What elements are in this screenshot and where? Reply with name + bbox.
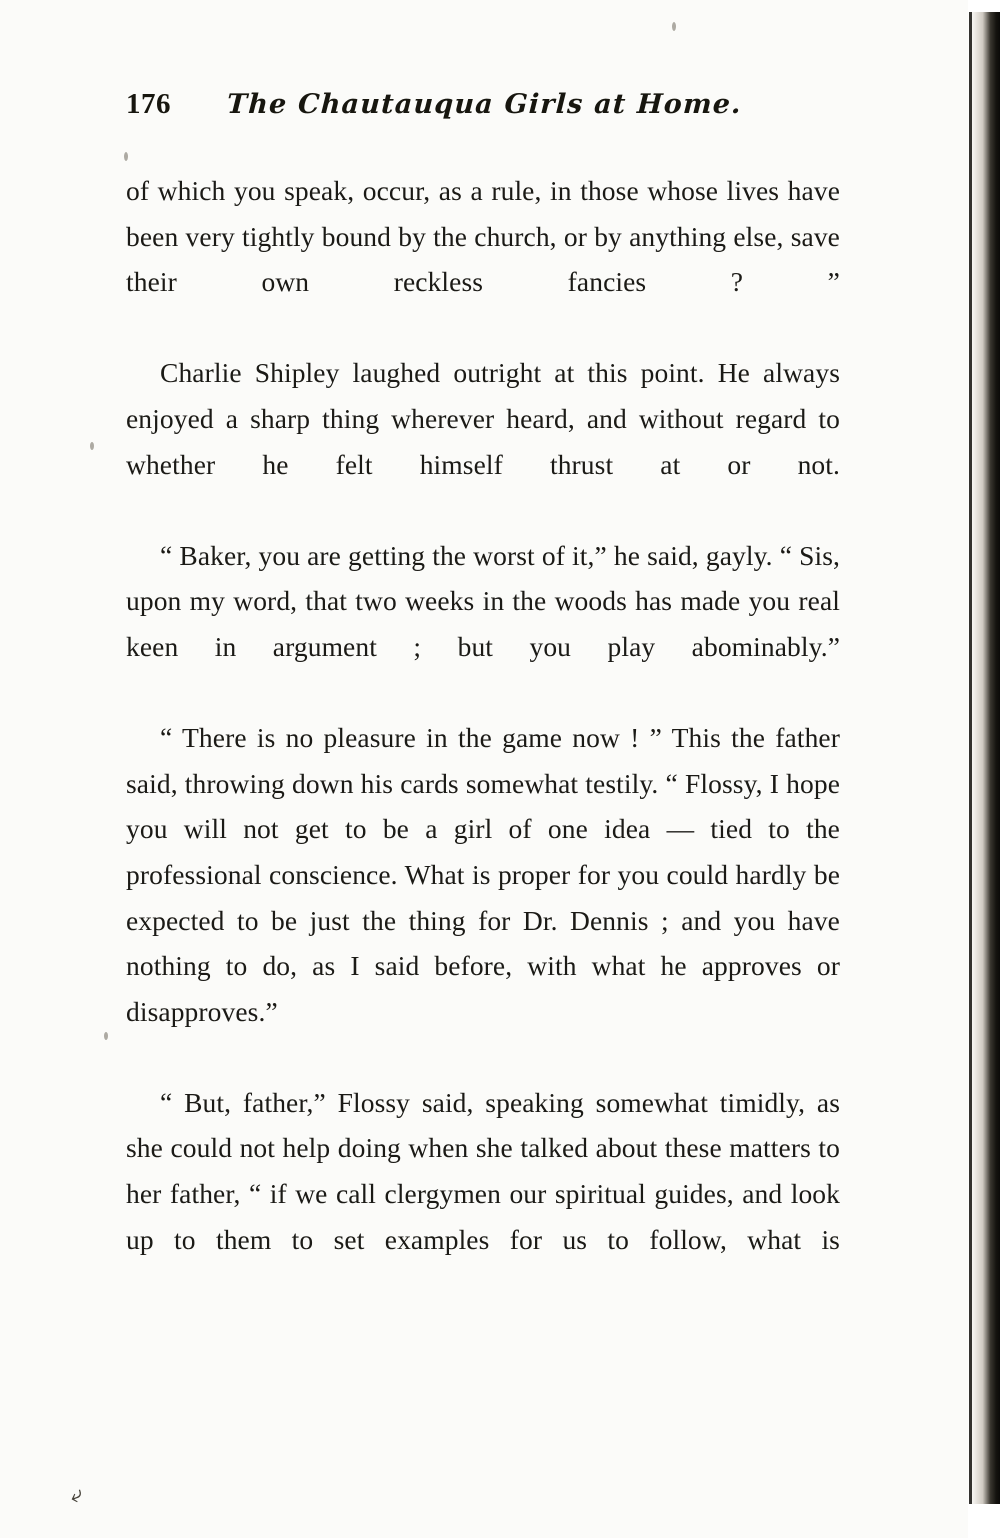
page-number: 176 [126,88,171,120]
scan-speck [90,442,94,450]
scan-gutter-shadow [968,0,1000,1538]
scan-mark: ⤶ [66,1480,86,1509]
running-head [126,88,838,121]
scan-gutter-notch [968,1504,1000,1538]
paragraph: “ There is no pleasure in the game now ! ” This the father said, throwing down his cards somewhat testily. “ Flossy, I hope you will not get to be a girl of one idea — tied to the professional conscience. What is proper for you could hardly be expected to be just the thing for Dr. Dennis ; and you have nothing to do, as I said before, with what he approves or disapproves.” [126,722,840,1027]
scan-speck [124,152,128,161]
paragraph: “ But, father,” Flossy said, speaking somewhat timidly, as she could not help doing when she talked about these matters to her father, “ if we call clergymen our spiritual guides, and look up to them to set examples for us to follow, what is [126,1086,840,1255]
scan-speck [104,1032,108,1040]
paragraph: “ Baker, you are getting the worst of it,” he said, gayly. “ Sis, upon my word, that two weeks in the woods has made you real keen in argument ; but you play abominably.” [126,539,840,662]
body-text [126,168,840,1308]
paragraph: of which you speak, occur, as a rule, in those whose lives have been very tightly bound by the church, or by anything else, save their own reckless fancies ? ” [126,175,840,298]
scan-gutter-line [969,0,972,1538]
scan-speck [672,22,676,31]
running-title: The Chautauqua Girls at Home. [226,89,743,120]
scan-gutter-notch [968,0,1000,12]
paragraph: Charlie Shipley laughed outright at this point. He always enjoyed a sharp thing wherever heard, and without regard to whether he felt himself thrust at or not. [126,357,840,480]
